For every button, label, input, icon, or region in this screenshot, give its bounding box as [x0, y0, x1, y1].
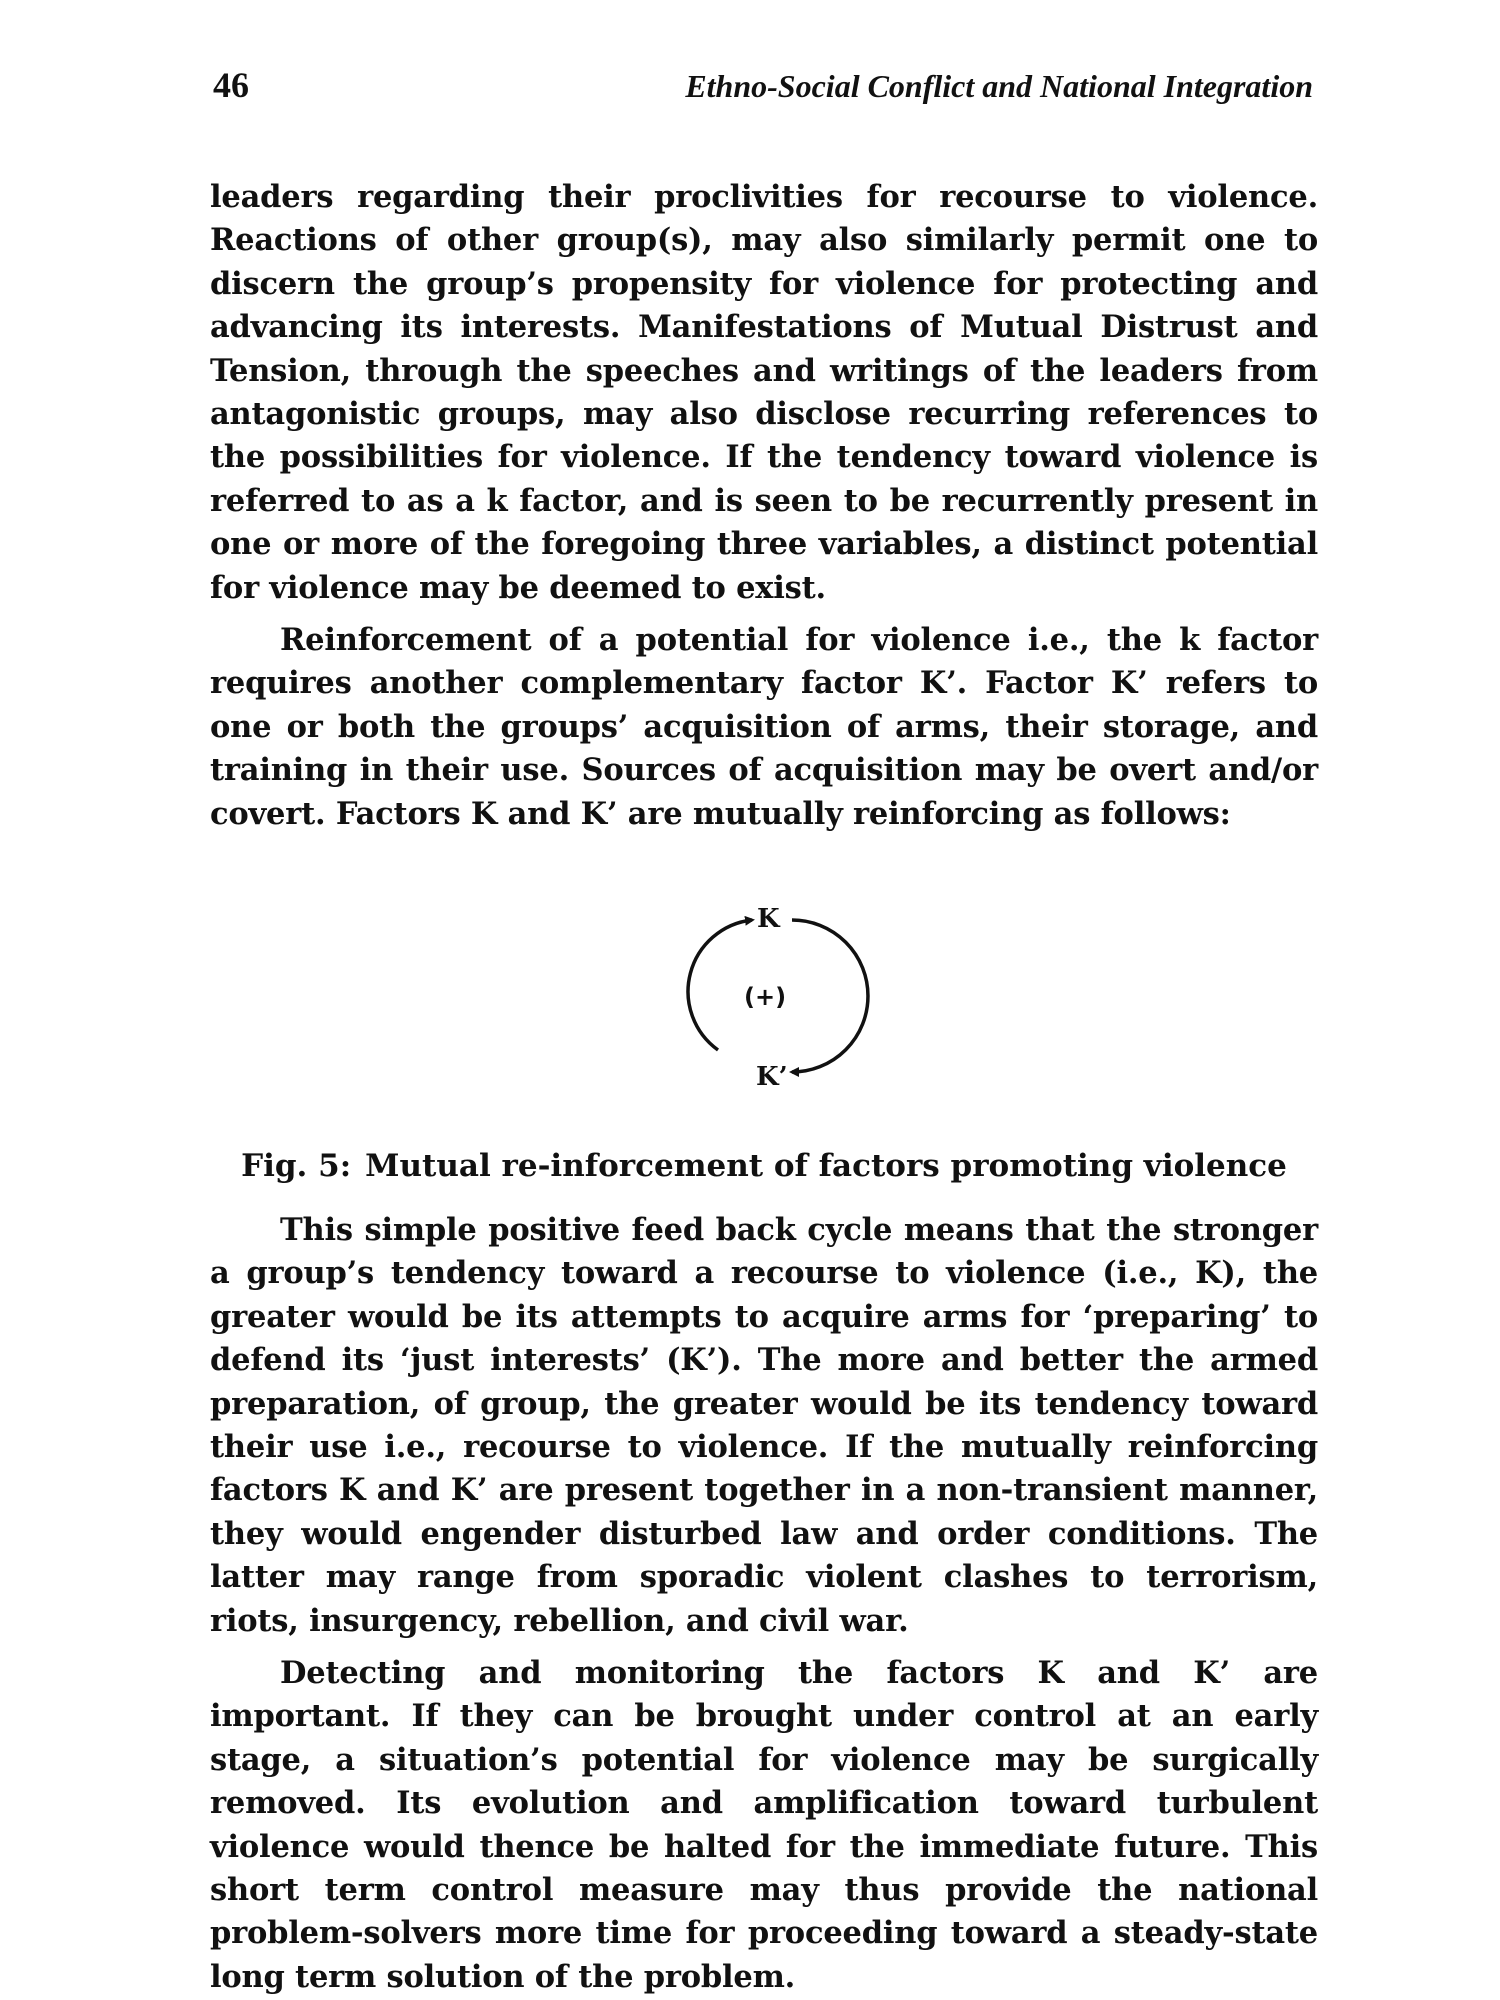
running-title: Ethno-Social Conflict and National Integration — [685, 68, 1313, 104]
paragraph-3: This simple positive feed back cycle means that the stronger a group’s tendency toward a recourse to violence (i.e., K), the greater would be its attempts to acquire arms for ‘preparing’ to defend its ‘just interests’ (K’). The more and better the armed preparation, of group, the greater would be its tendency toward their use i.e., recourse to violence. If the mutually reinforcing factors K and K’ are present together in a non-transient manner, they would engender disturbed law and order conditions. The latter may range from sporadic violent clashes to terrorism, riots, insurgency, rebellion, and civil war. — [210, 1212, 1318, 1639]
page-number: 46 — [213, 65, 249, 105]
paragraph-4: Detecting and monitoring the factors K and K’ are important. If they can be brought under control at an early stage, a situation’s potential for violence may be surgically removed. Its evolution and amplification toward turbulent violence would thence be halted for the immediate future. This short term control measure may thus provide the national problem-solvers more time for proceeding toward a steady-state long term solution of the problem. — [210, 1655, 1318, 1995]
paragraph-1: leaders regarding their proclivities for recourse to violence. Reactions of other group(s), may also similarly permit one to discern the group’s propensity for violence for protecting and advancing its interests. Manifestations of Mutual Distrust and Tension, through the speeches and writings of the leaders from antagonistic groups, may also disclose recurring references to the possibilities for violence. If the tendency toward violence is referred to as a k factor, and is seen to be recurrently present in one or more of the foregoing three variables, a distinct potential for violence may be deemed to exist. — [210, 179, 1318, 606]
left-arrow-arc — [688, 920, 752, 1050]
figure-number: Fig. 5: — [241, 1148, 352, 1184]
feedback-cycle-figure — [660, 880, 880, 1110]
right-arrow-arc — [792, 920, 868, 1072]
running-head — [213, 64, 1313, 114]
factor-k-prime-label: K’ — [756, 1062, 788, 1092]
factor-k-label: K — [757, 904, 780, 934]
paragraph-2: Reinforcement of a potential for violence i.e., the k factor requires another complementary factor K’. Factor K’ refers to one or both the groups’ acquisition of arms, their storage, and training in their use. Sources of acquisition may be overt and/or covert. Factors K and K’ are mutually reinforcing as follows: — [210, 622, 1318, 832]
figure-caption-text: Mutual re-inforcement of factors promoting violence — [365, 1148, 1287, 1184]
feedback-cycle-diagram — [660, 880, 880, 1110]
positive-sign-label: (+) — [744, 983, 787, 1011]
figure-caption — [210, 1148, 1318, 1184]
